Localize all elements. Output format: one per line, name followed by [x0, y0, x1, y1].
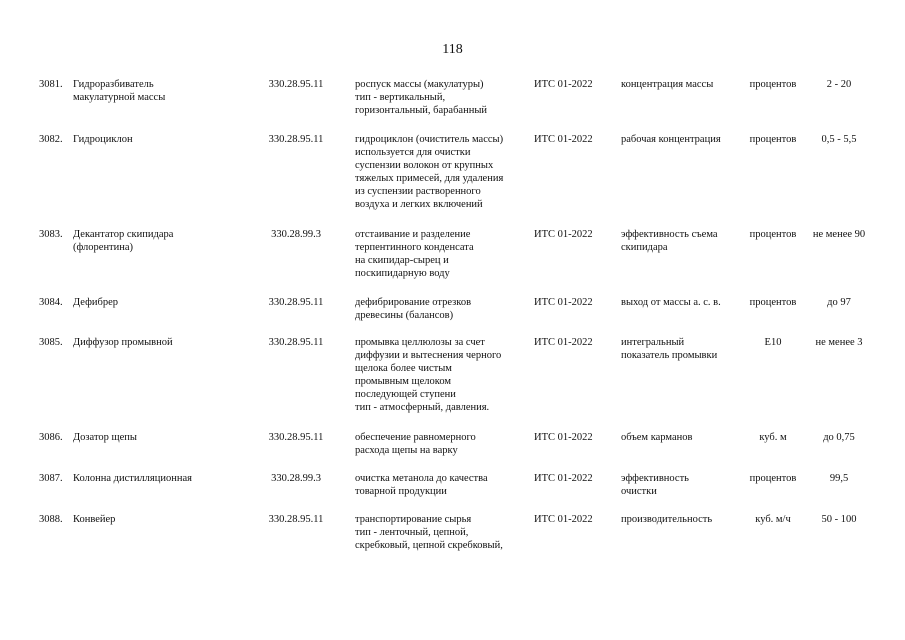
parameter-unit: куб. м	[759, 432, 787, 443]
row-number: 3088.	[39, 514, 63, 525]
its-reference: ИТС 01-2022	[534, 229, 593, 240]
its-reference: ИТС 01-2022	[534, 473, 593, 484]
equipment-name: Диффузор промывной	[73, 337, 173, 348]
equipment-name: Гидроразбиватель макулатурной массы	[73, 79, 166, 103]
parameter-name: эффективность очистки	[621, 473, 689, 497]
parameter-value: 0,5 - 5,5	[821, 134, 857, 145]
parameter-unit: процентов	[749, 473, 797, 484]
parameter-unit: Е10	[764, 337, 782, 348]
row-number: 3085.	[39, 337, 63, 348]
parameter-name: интегральный показатель промывки	[621, 337, 718, 361]
parameter-value: 50 - 100	[821, 514, 857, 525]
parameter-unit: процентов	[749, 229, 797, 240]
parameter-name: объем карманов	[621, 432, 693, 443]
row-number: 3086.	[39, 432, 63, 443]
parameter-value: 2 - 20	[826, 79, 852, 90]
equipment-name: Дефибрер	[73, 297, 119, 308]
equipment-description: обеспечение равномерного расхода щепы на варку	[355, 432, 476, 456]
equipment-name: Гидроциклон	[73, 134, 133, 145]
parameter-value: 99,5	[829, 473, 849, 484]
its-reference: ИТС 01-2022	[534, 514, 593, 525]
its-reference: ИТС 01-2022	[534, 432, 593, 443]
its-reference: ИТС 01-2022	[534, 79, 593, 90]
row-number: 3084.	[39, 297, 63, 308]
equipment-name: Колонна дистилляционная	[73, 473, 192, 484]
parameter-name: эффективность съема скипидара	[621, 229, 718, 253]
parameter-value: до 97	[827, 297, 851, 308]
equipment-description: гидроциклон (очиститель массы) используется для очистки суспензии волокон от крупных тяжелых примесей, для удаления из суспензии растворенного воздуха и легких включений	[355, 134, 504, 210]
okpd-code: 330.28.95.11	[268, 432, 324, 443]
its-reference: ИТС 01-2022	[534, 297, 593, 308]
parameter-name: концентрация массы	[621, 79, 714, 90]
parameter-name: выход от массы а. с. в.	[621, 297, 721, 308]
okpd-code: 330.28.95.11	[268, 337, 324, 348]
equipment-description: отстаивание и разделение терпентинного конденсата на скипидар-сырец и поскипидарную воду	[355, 229, 474, 279]
equipment-name: Конвейер	[73, 514, 116, 525]
parameter-name: производительность	[621, 514, 713, 525]
row-number: 3081.	[39, 79, 63, 90]
its-reference: ИТС 01-2022	[534, 134, 593, 145]
okpd-code: 330.28.95.11	[268, 134, 324, 145]
equipment-name: Декантатор скипидара (флорентина)	[73, 229, 174, 253]
parameter-name: рабочая концентрация	[621, 134, 721, 145]
parameter-value: не менее 3	[815, 337, 863, 348]
row-number: 3083.	[39, 229, 63, 240]
equipment-name: Дозатор щепы	[73, 432, 137, 443]
parameter-value: до 0,75	[823, 432, 855, 443]
okpd-code: 330.28.95.11	[268, 79, 324, 90]
equipment-description: промывка целлюлозы за счет диффузии и вытеснения черного щелока более чистым промывным щелоком последующей ступени тип - атмосферный, давления.	[355, 337, 502, 413]
row-number: 3087.	[39, 473, 63, 484]
okpd-code: 330.28.99.3	[271, 473, 321, 484]
page-number: 118	[442, 42, 463, 57]
equipment-description: очистка метанола до качества товарной продукции	[355, 473, 488, 497]
equipment-description: роспуск массы (макулатуры) тип - вертикальный, горизонтальный, барабанный	[355, 79, 487, 116]
parameter-unit: процентов	[749, 134, 797, 145]
its-reference: ИТС 01-2022	[534, 337, 593, 348]
okpd-code: 330.28.99.3	[271, 229, 321, 240]
equipment-description: транспортирование сырья тип - ленточный, цепной, скребковый, цепной скребковый,	[355, 514, 503, 551]
parameter-unit: процентов	[749, 297, 797, 308]
okpd-code: 330.28.95.11	[268, 514, 324, 525]
okpd-code: 330.28.95.11	[268, 297, 324, 308]
parameter-unit: процентов	[749, 79, 797, 90]
parameter-value: не менее 90	[812, 229, 866, 240]
parameter-unit: куб. м/ч	[755, 514, 791, 525]
row-number: 3082.	[39, 134, 63, 145]
equipment-description: дефибрирование отрезков древесины (балансов)	[355, 297, 472, 321]
